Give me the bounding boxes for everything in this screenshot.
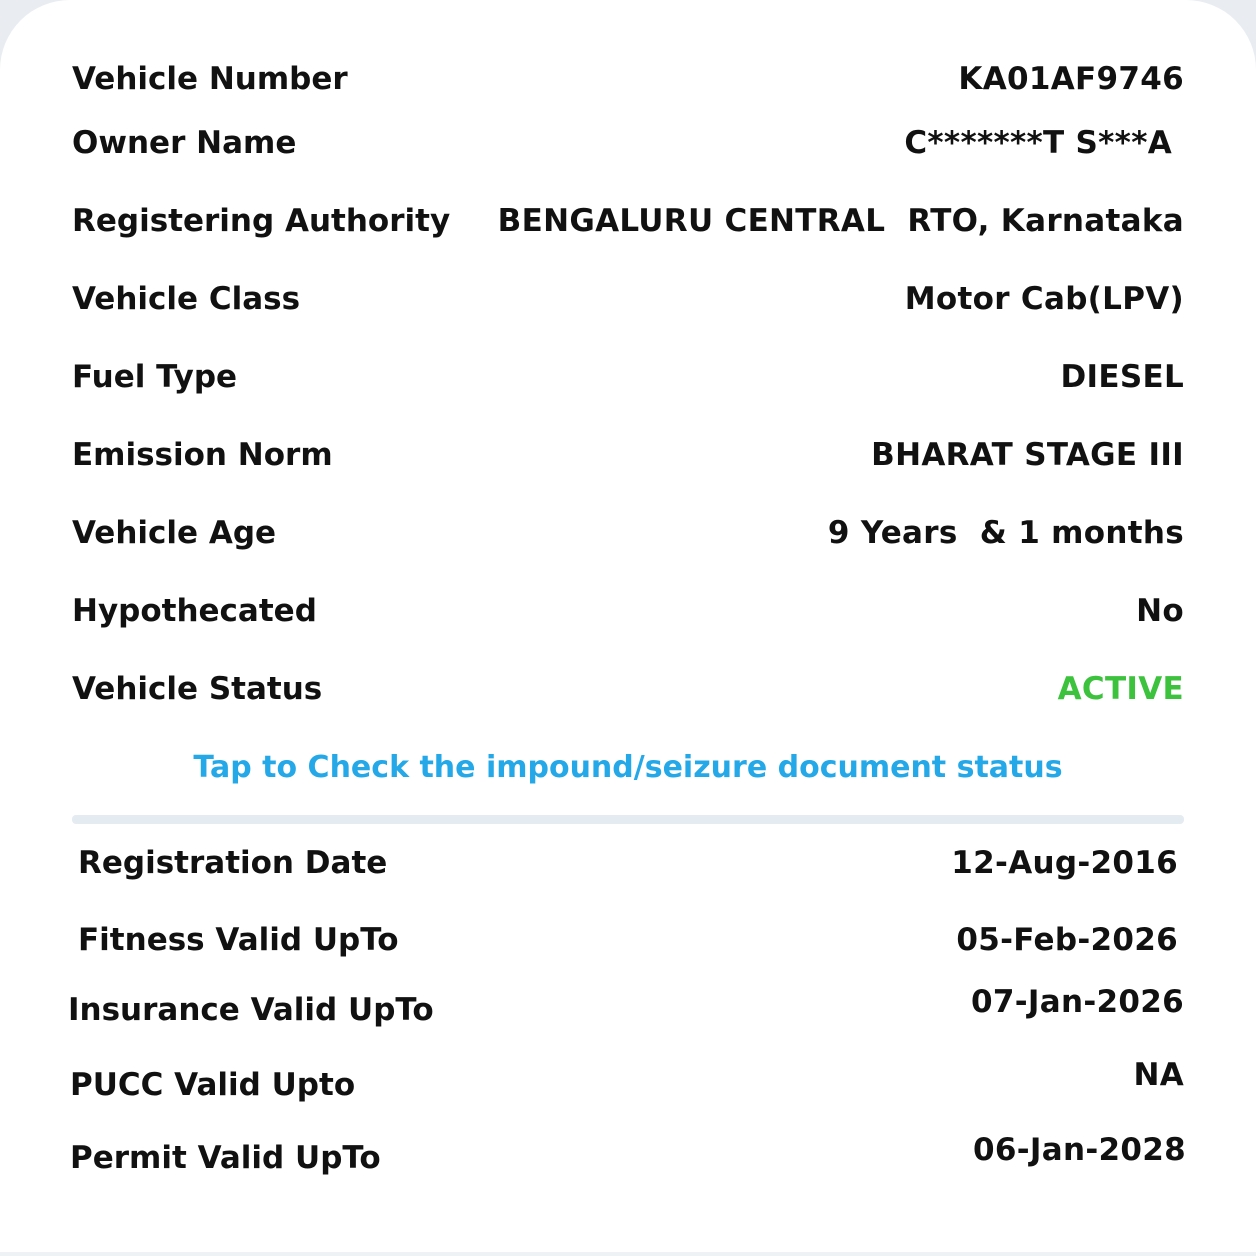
permit-valid-upto-label: Permit Valid UpTo bbox=[70, 1140, 381, 1176]
owner-name-value: C*******T S***A bbox=[904, 125, 1172, 161]
insurance-valid-upto-value: 07-Jan-2026 bbox=[971, 984, 1184, 1020]
row-hypothecated bbox=[72, 586, 1184, 636]
bottom-bar bbox=[0, 1252, 1256, 1256]
row-pucc-valid-upto bbox=[70, 1057, 1184, 1107]
registration-date-label: Registration Date bbox=[78, 845, 388, 881]
row-insurance-valid-upto bbox=[68, 984, 1184, 1034]
insurance-valid-upto-label: Insurance Valid UpTo bbox=[68, 992, 434, 1028]
registering-authority-label: Registering Authority bbox=[72, 203, 451, 239]
emission-norm-label: Emission Norm bbox=[72, 437, 333, 473]
fuel-type-value: DIESEL bbox=[1060, 359, 1184, 395]
vehicle-class-label: Vehicle Class bbox=[72, 281, 301, 317]
row-fitness-valid-upto bbox=[78, 915, 1178, 965]
hypothecated-label: Hypothecated bbox=[72, 593, 317, 629]
vehicle-class-value: Motor Cab(LPV) bbox=[904, 281, 1184, 317]
impound-status-link[interactable]: Tap to Check the impound/seizure document status bbox=[193, 750, 1063, 785]
vehicle-age-label: Vehicle Age bbox=[72, 515, 277, 551]
fuel-type-label: Fuel Type bbox=[72, 359, 238, 395]
pucc-valid-upto-label: PUCC Valid Upto bbox=[70, 1067, 356, 1103]
emission-norm-value: BHARAT STAGE III bbox=[871, 437, 1184, 473]
fitness-valid-upto-label: Fitness Valid UpTo bbox=[78, 922, 399, 958]
section-divider bbox=[72, 815, 1184, 824]
fitness-valid-upto-value: 05-Feb-2026 bbox=[956, 922, 1178, 958]
row-fuel-type bbox=[72, 352, 1184, 402]
row-permit-valid-upto bbox=[70, 1132, 1186, 1182]
row-vehicle-class bbox=[72, 274, 1184, 324]
permit-valid-upto-value: 06-Jan-2028 bbox=[973, 1132, 1186, 1168]
vehicle-number-value: KA01AF9746 bbox=[958, 61, 1184, 97]
row-registration-date bbox=[78, 838, 1178, 888]
row-owner-name bbox=[72, 118, 1184, 168]
registering-authority-value: BENGALURU CENTRAL RTO, Karnataka bbox=[497, 203, 1184, 239]
row-vehicle-number bbox=[72, 54, 1184, 104]
registration-date-value: 12-Aug-2016 bbox=[951, 845, 1178, 881]
pucc-valid-upto-value: NA bbox=[1133, 1057, 1184, 1093]
hypothecated-value: No bbox=[1136, 593, 1184, 629]
owner-name-label: Owner Name bbox=[72, 125, 297, 161]
row-emission-norm bbox=[72, 430, 1184, 480]
vehicle-age-value: 9 Years & 1 months bbox=[827, 515, 1184, 551]
vehicle-status-label: Vehicle Status bbox=[72, 671, 323, 707]
row-vehicle-status bbox=[72, 664, 1184, 714]
row-vehicle-age bbox=[72, 508, 1184, 558]
row-registering-authority bbox=[72, 196, 1184, 246]
vehicle-number-label: Vehicle Number bbox=[72, 61, 348, 97]
vehicle-status-badge: ACTIVE bbox=[1057, 671, 1184, 707]
